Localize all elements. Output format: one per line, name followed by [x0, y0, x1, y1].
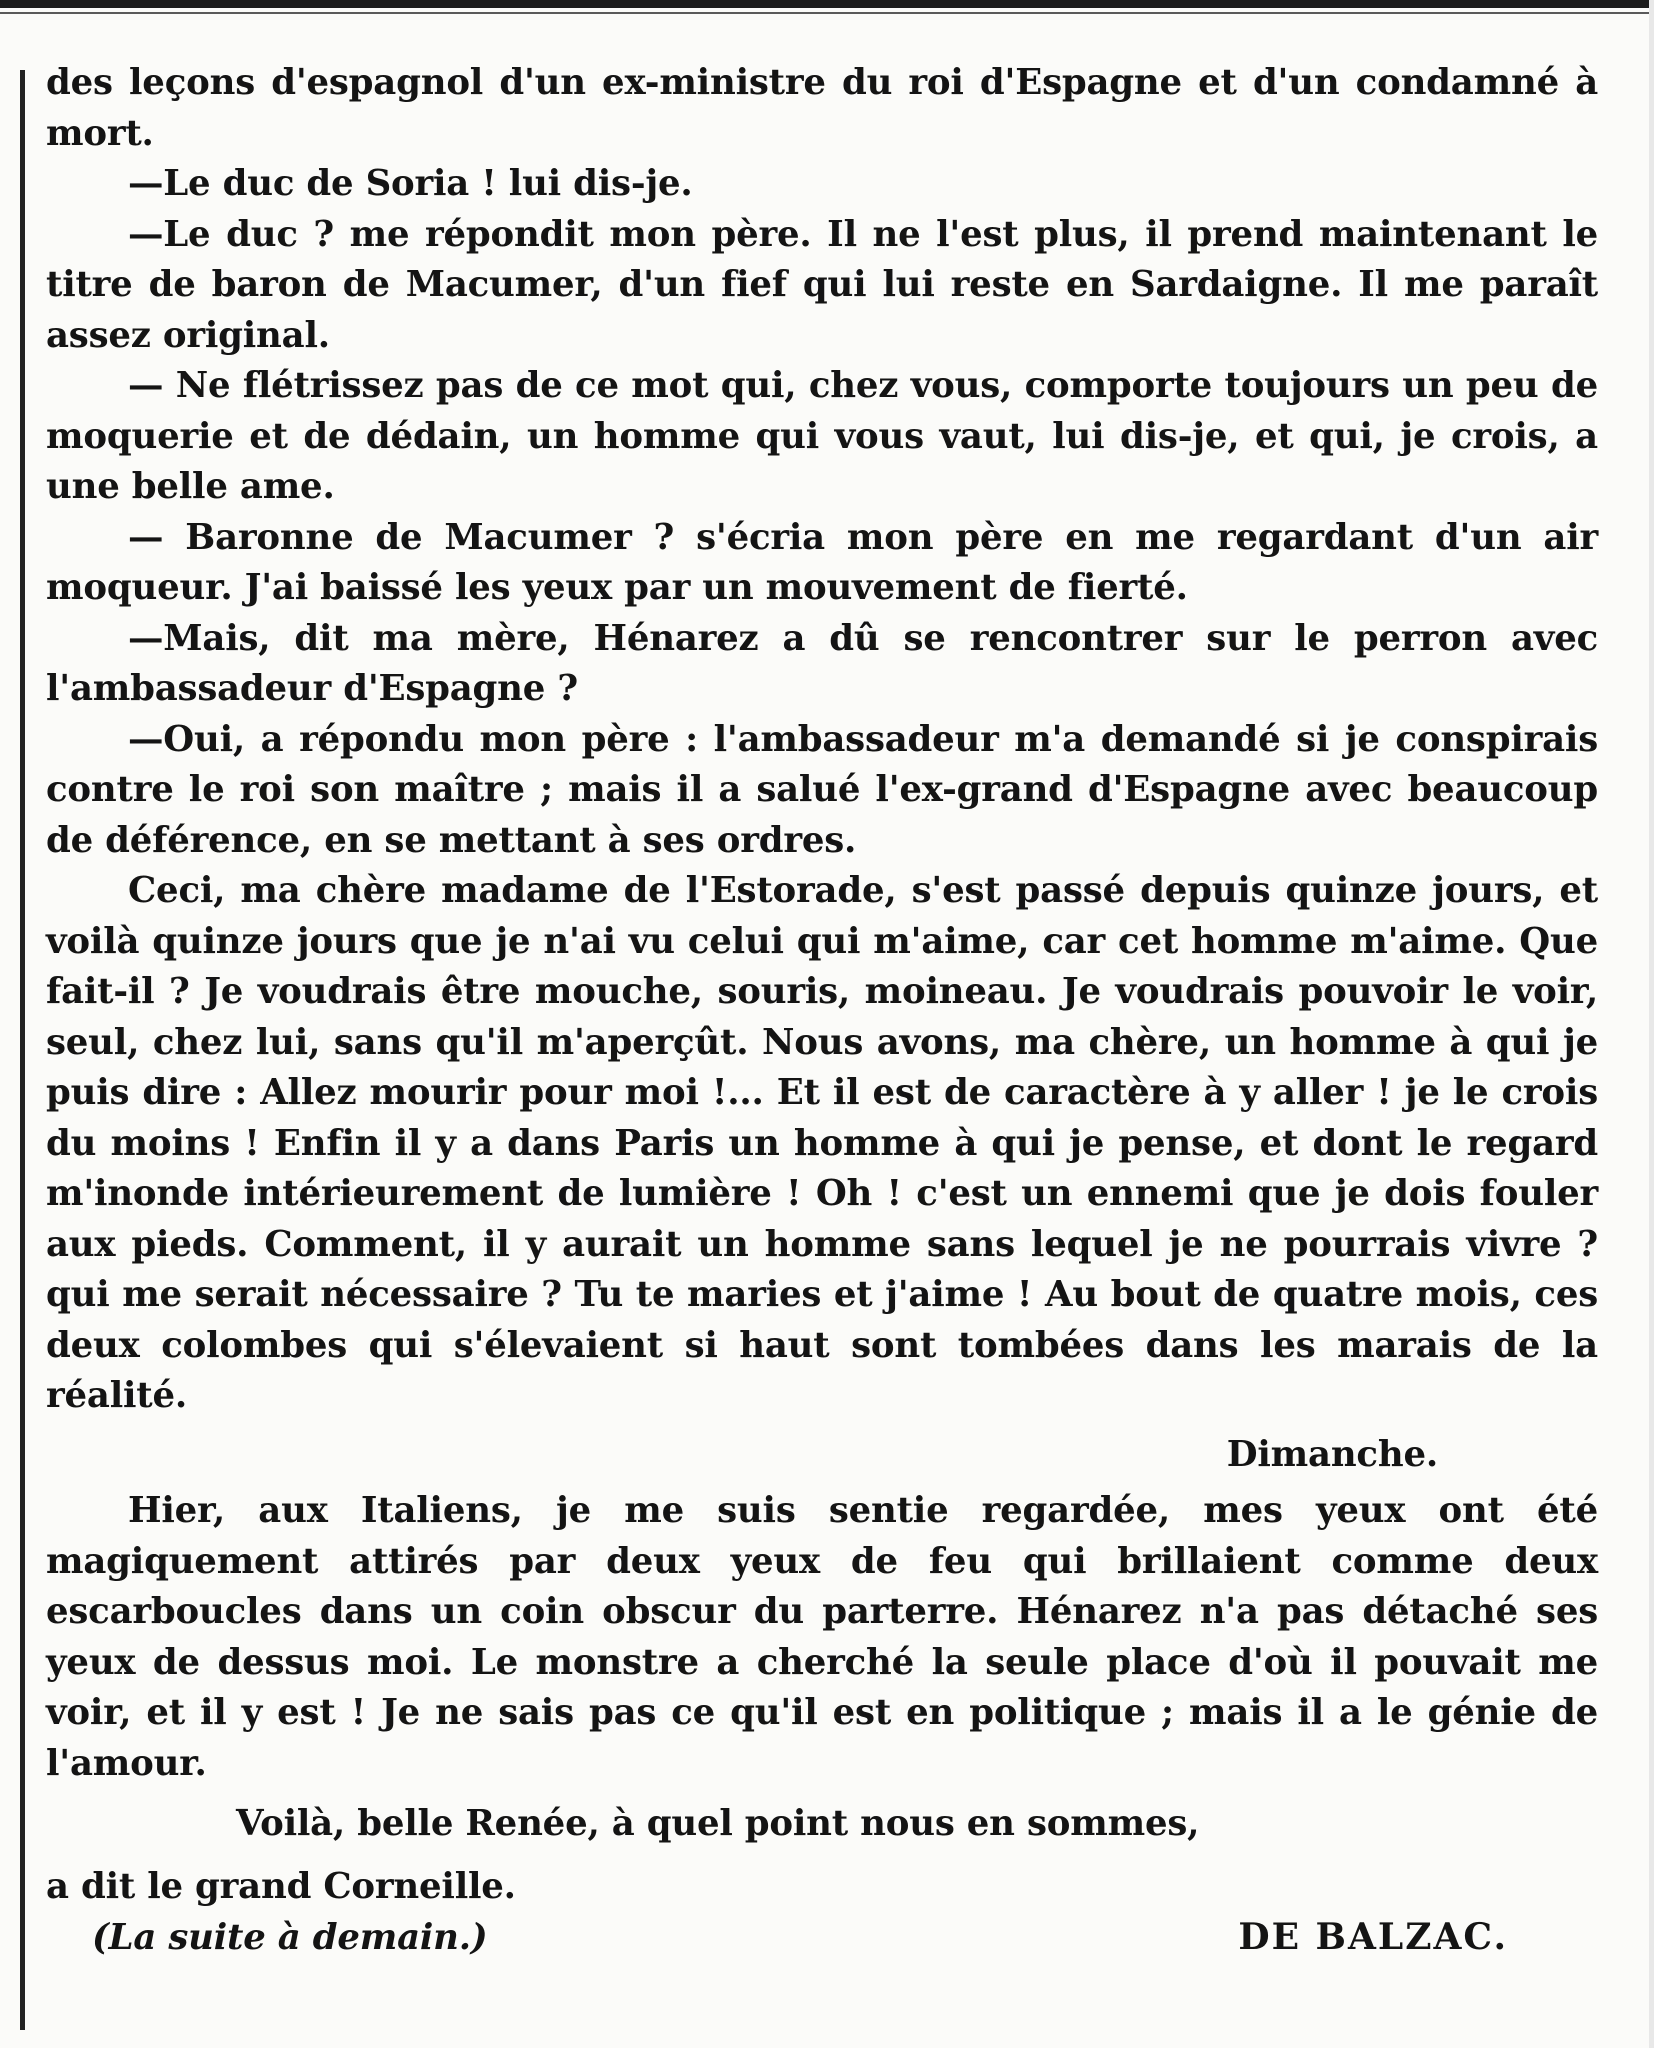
- feuilleton-column: [46, 58, 1598, 1964]
- paragraph-8: Ceci, ma chère madame de l'Estorade, s'est passé depuis quinze jours, et voilà quinze jours que je n'ai vu celui qui m'aime, car cet homme m'aime. Que fait-il ? Je voudrais être mouche, souris, moineau. Je voudrais pouvoir le voir, seul, chez lui, sans qu'il m'aperçût. Nous avons, ma chère, un homme à qui je puis dire : Allez mourir pour moi !... Et il est de caractère à y aller ! je le crois du moins ! Enfin il y a dans Paris un homme à qui je pense, et dont le regard m'inonde intérieurement de lumière ! Oh ! c'est un ennemi que je dois fouler aux pieds. Comment, il y aurait un homme sans lequel je ne pourrais vivre ? qui me serait nécessaire ? Tu te maries et j'aime ! Au bout de quatre mois, ces deux colombes qui s'élevaient si haut sont tombées dans les marais de la réalité.: [46, 870, 1598, 1416]
- top-rule: [0, 0, 1654, 8]
- paragraph-2: —Le duc de Soria ! lui dis-je.: [128, 163, 693, 204]
- paragraph-4: — Ne flétrissez pas de ce mot qui, chez vous, comporte toujours un peu de moquerie et de dédain, un homme qui vous vaut, lui dis-je, et qui, je crois, a une belle ame.: [46, 365, 1598, 507]
- paragraph-5: — Baronne de Macumer ? s'écria mon père en me regardant d'un air moqueur. J'ai baissé les yeux par un mouvement de fierté.: [46, 516, 1598, 608]
- paragraph-9: Hier, aux Italiens, je me suis sentie regardée, mes yeux ont été magiquement attirés par deux yeux de feu qui brillaient comme deux escarboucles dans un coin obscur du parterre. Hénarez n'a pas détaché ses yeux de dessus moi. Le monstre a cherché la seule place d'où il pouvait me voir, et il y est ! Je ne sais pas ce qu'il est en politique ; mais il a le génie de l'amour.: [46, 1490, 1598, 1784]
- column-rule: [20, 70, 25, 2030]
- top-rule-thin: [0, 12, 1654, 14]
- quote-attribution: a dit le grand Corneille.: [46, 1865, 516, 1907]
- letter-date: Dimanche.: [1226, 1433, 1438, 1475]
- verse-quote: Voilà, belle Renée, à quel point nous en sommes,: [236, 1803, 1200, 1844]
- paragraph-1: des leçons d'espagnol d'un ex-ministre du roi d'Espagne et d'un condamné à mort.: [46, 62, 1598, 154]
- paragraph-7: —Oui, a répondu mon père : l'ambassadeur m'a demandé si je conspirais contre le roi son maître ; mais il a salué l'ex-grand d'Espagne avec beaucoup de déférence, en se mettant à ses ordres.: [46, 718, 1598, 861]
- author-signature: DE BALZAC.: [1238, 1916, 1508, 1958]
- feuilleton-footer: [46, 1912, 1598, 1964]
- paragraph-6: —Mais, dit ma mère, Hénarez a dû se rencontrer sur le perron avec l'ambassadeur d'Espagne ?: [46, 617, 1598, 709]
- right-edge: [1649, 0, 1654, 2048]
- continuation-note: (La suite à demain.): [92, 1917, 488, 1958]
- paragraph-3: —Le duc ? me répondit mon père. Il ne l'est plus, il prend maintenant le titre de baron de Macumer, d'un fief qui lui reste en Sardaigne. Il me paraît assez original.: [46, 213, 1598, 356]
